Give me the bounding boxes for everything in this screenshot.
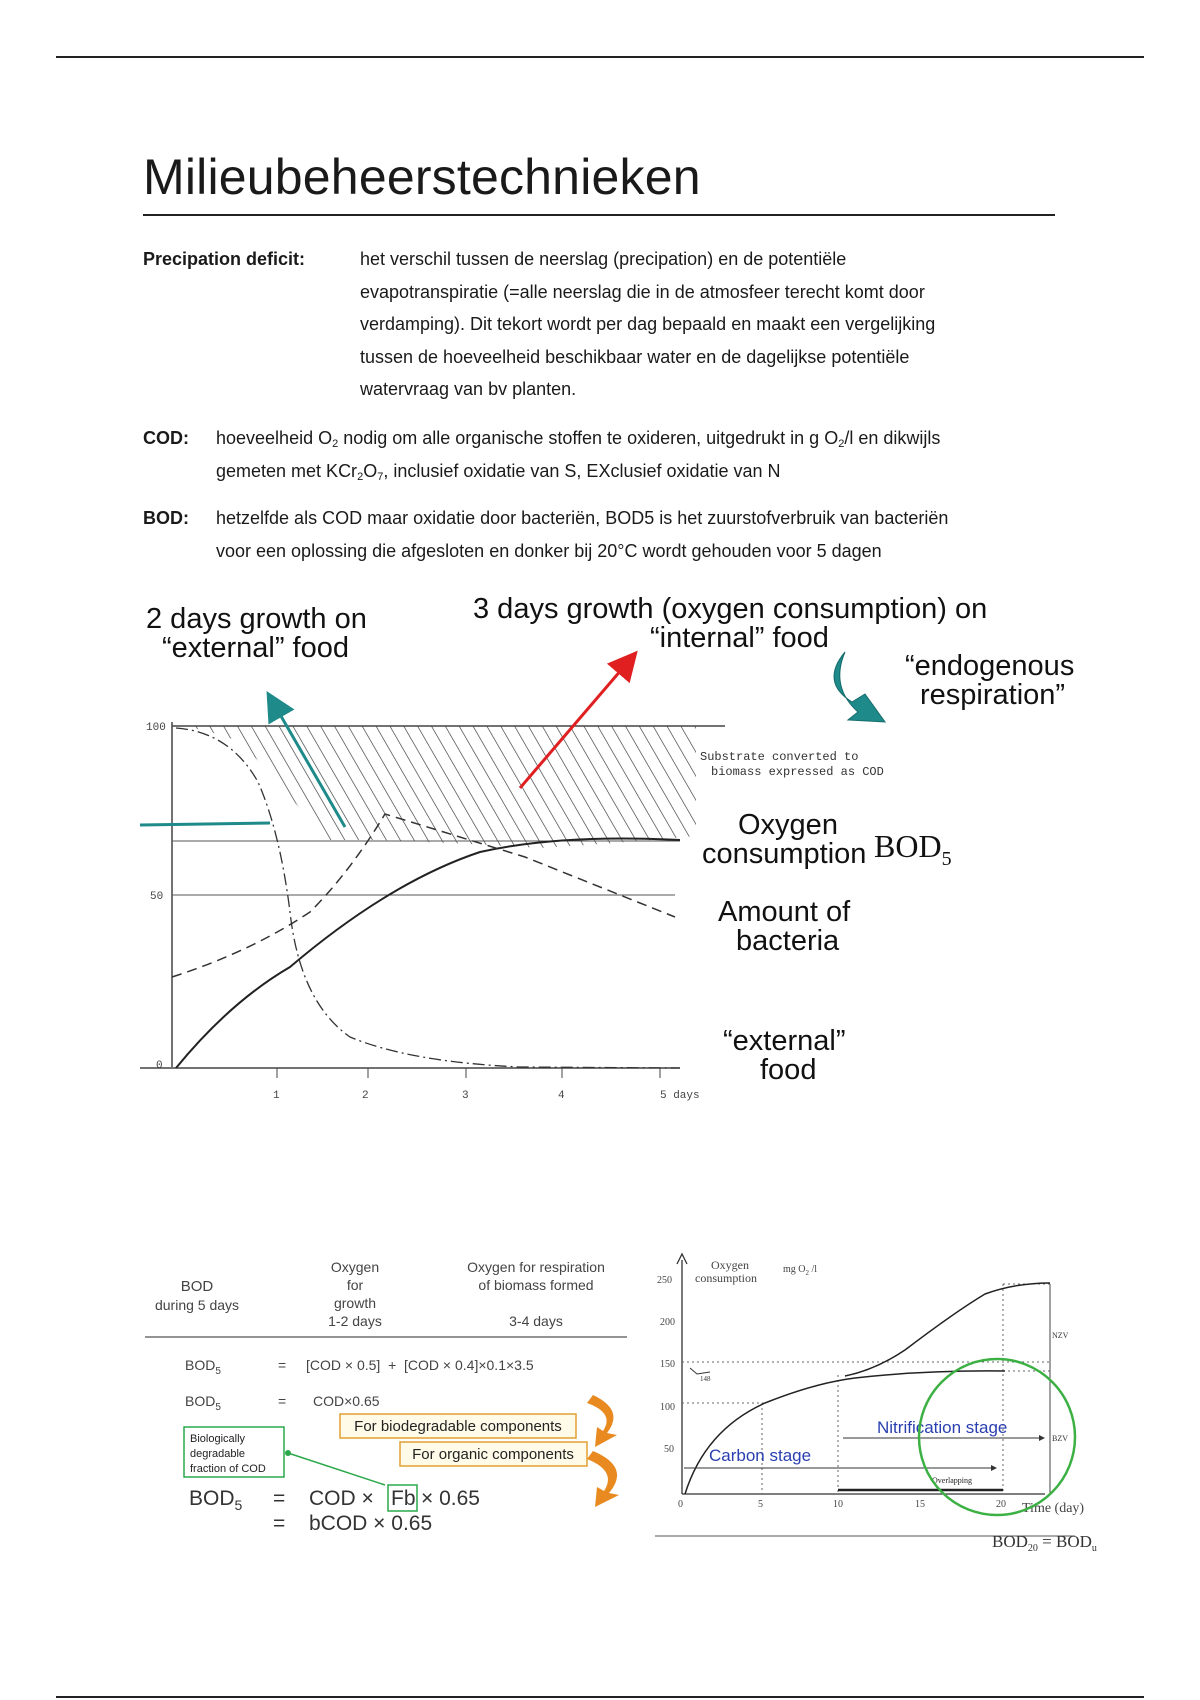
label-external-growth-2: “external” food <box>162 632 349 664</box>
eq2-equals: = <box>278 1393 287 1409</box>
term-precipitation: Precipation deficit: <box>143 249 306 269</box>
orange-curved-arrow-icon-1 <box>587 1395 617 1447</box>
oxygen-time-figure <box>655 1250 1135 1560</box>
box-fb-1: Biologically <box>190 1433 246 1445</box>
term-bod: BOD: <box>143 508 189 528</box>
label-bacteria-1: Amount of <box>718 896 851 928</box>
green-pointer-line <box>288 1453 385 1485</box>
marker-148-pointer <box>690 1368 710 1374</box>
cod-line-2 <box>216 455 940 488</box>
col-resp-2: of biomass formed <box>478 1277 594 1293</box>
bod-growth-figure <box>140 582 1090 1112</box>
eq1-lhs: $BOD_5$ <box>185 1357 221 1377</box>
page-title: Milieubeheerstechnieken <box>143 149 701 205</box>
precipitation-line-2: evapotranspiratie (=alle neerslag die in de atmosfeer terecht komt door <box>360 281 925 302</box>
precipitation-line-1: het verschil tussen de neerslag (precipation) en de potentiële <box>360 249 847 269</box>
box-fb-2: degradable <box>190 1448 246 1460</box>
col-resp-3: 3-4 days <box>509 1313 563 1329</box>
cod-sub-o7: 7 <box>377 470 384 483</box>
definition-precipitation <box>143 243 1055 413</box>
col-growth-1: Oxygen <box>330 1259 380 1275</box>
label-bacteria-2: bacteria <box>736 925 840 957</box>
fig3-bottom-formula: $BOD_{20} = BOD_u$ <box>992 1532 1097 1554</box>
fig3-x-0: 0 <box>678 1499 683 1510</box>
cod-sub-cr2: 2 <box>357 470 364 483</box>
x-tick-3: 3 <box>462 1090 469 1102</box>
precipitation-line-4: tussen de hoeveelheid beschikbaar water en de dagelijkse potentiële <box>360 346 910 367</box>
label-overlapping: Overlapping <box>932 1476 972 1485</box>
label-substrate-1: Substrate converted to <box>700 750 859 764</box>
cod-line-1 <box>216 422 940 455</box>
oxygen-consumption-curve <box>176 839 680 1069</box>
eq1-equals: = <box>278 1357 287 1373</box>
term-cod: COD: <box>143 428 189 448</box>
fig3-x-5: 5 <box>758 1499 763 1510</box>
label-substrate-2: biomass expressed as COD <box>711 765 884 779</box>
label-bod5: $BOD_5$ <box>874 828 952 870</box>
fig3-y-100: 100 <box>660 1402 675 1413</box>
label-148: 148 <box>700 1375 711 1383</box>
y-tick-50: 50 <box>150 891 164 903</box>
cod-line-2-c: , inclusief oxidatie van S, EXclusief oxidatie van N <box>383 460 781 481</box>
fig3-xlabel: Time (day) <box>1022 1501 1085 1516</box>
carbon-arrowhead-icon <box>991 1465 997 1471</box>
col-growth-2: for <box>346 1277 364 1293</box>
bod-formula-figure <box>145 1255 635 1535</box>
cod-line-2-b: O <box>363 460 378 481</box>
cod-line-1-a: hoeveelheid O <box>216 428 333 448</box>
fig3-x-20: 20 <box>996 1499 1006 1510</box>
fig3-x-10: 10 <box>833 1499 843 1510</box>
col-resp-1: Oxygen for respiration <box>467 1259 605 1275</box>
x-tick-5-days: 5 days <box>660 1090 700 1102</box>
orange-curved-arrow-icon-2 <box>587 1451 619 1507</box>
fig3-y-250: 250 <box>657 1275 672 1286</box>
cod-line-2-a: gemeten met KCr <box>216 460 358 481</box>
x-tick-2: 2 <box>362 1090 369 1102</box>
eq3-fb: Fb <box>391 1487 416 1510</box>
label-internal-growth-1: 3 days growth (oxygen consumption) on <box>473 593 988 625</box>
box-organic-text: For organic components <box>412 1446 574 1463</box>
label-oxygen-1: Oxygen <box>738 809 838 841</box>
cod-sub-o2-a: 2 <box>332 438 339 450</box>
eq2-lhs: $BOD_5$ <box>185 1393 221 1413</box>
precipitation-line-3: verdamping). Dit tekort wordt per dag bepaald en maakt een vergelijking <box>360 314 936 334</box>
teal-level-marker <box>140 823 270 825</box>
col-growth-4: 1-2 days <box>328 1313 382 1329</box>
x-tick-1: 1 <box>273 1090 280 1102</box>
col-bod-2: during 5 days <box>154 1297 240 1313</box>
fig3-y-150: 150 <box>660 1359 675 1370</box>
fig3-y-200: 200 <box>660 1317 675 1328</box>
bod-line-1: hetzelfde als COD maar oxidatie door bacteriën, BOD5 is het zuurstofverbruik van bacteriën <box>216 508 949 528</box>
eq2-rhs: COD×0.65 <box>313 1393 380 1409</box>
y-tick-100: 100 <box>146 722 166 734</box>
label-endogenous-1: “endogenous <box>905 650 1075 682</box>
fig3-ylabel-1: Oxygen <box>711 1258 749 1272</box>
eq4-equals: = <box>273 1512 286 1535</box>
hatched-substrate-region <box>180 726 696 848</box>
cod-sub-o2-b: 2 <box>838 438 845 450</box>
title-underline <box>143 214 1055 216</box>
fig3-ylabel-2: consumption <box>695 1271 757 1285</box>
label-external-food-1: “external” <box>723 1025 846 1057</box>
top-rule <box>56 56 1144 58</box>
green-pointer-dot <box>285 1450 291 1456</box>
col-growth-3: growth <box>333 1295 377 1311</box>
eq3-a: COD × <box>309 1487 374 1510</box>
definition-bod <box>143 502 1055 572</box>
box-fb-3: fraction of COD <box>190 1463 266 1475</box>
label-external-food-2: food <box>760 1054 817 1086</box>
label-bzv: BZV <box>1052 1434 1068 1443</box>
endogenous-curved-arrow-icon <box>834 652 885 722</box>
nitrification-arrowhead-icon <box>1039 1435 1045 1441</box>
label-endogenous-2: respiration” <box>920 679 1066 711</box>
label-external-growth-1: 2 days growth on <box>146 603 367 635</box>
eq3-b: × 0.65 <box>421 1487 480 1510</box>
eq4-rhs: bCOD × 0.65 <box>309 1512 433 1535</box>
fig3-x-15: 15 <box>915 1499 925 1510</box>
y-tick-0: 0 <box>156 1060 163 1072</box>
fig3-y-50: 50 <box>664 1444 674 1455</box>
x-tick-4: 4 <box>558 1090 565 1102</box>
col-bod-1: BOD <box>180 1278 214 1295</box>
cod-line-1-c: /l en dikwijls <box>844 428 941 448</box>
box-biodegradable-text: For biodegradable components <box>354 1418 562 1435</box>
definition-cod <box>143 422 1055 492</box>
fig3-units: mg $O_2$ /l <box>783 1264 818 1277</box>
precipitation-line-5: watervraag van bv planten. <box>360 379 577 399</box>
bottom-rule <box>56 1696 1144 1698</box>
eq3-equals: = <box>273 1487 286 1510</box>
label-oxygen-2: consumption <box>702 838 867 870</box>
eq3-lhs: $BOD_5$ <box>189 1487 243 1513</box>
eq1-rhs: [COD × 0.5] + [COD × 0.4]×0.1×3.5 <box>306 1357 534 1373</box>
cod-line-1-b: nodig om alle organische stoffen te oxideren, uitgedrukt in g O <box>338 428 839 448</box>
label-internal-growth-2: “internal” food <box>650 622 829 654</box>
label-carbon: Carbon stage <box>709 1446 812 1465</box>
label-nzv: NZV <box>1052 1331 1069 1340</box>
label-nitrification: Nitrification stage <box>877 1418 1008 1437</box>
bod-line-2: voor een oplossing die afgesloten en donker bij 20°C wordt gehouden voor 5 dagen <box>216 540 882 561</box>
